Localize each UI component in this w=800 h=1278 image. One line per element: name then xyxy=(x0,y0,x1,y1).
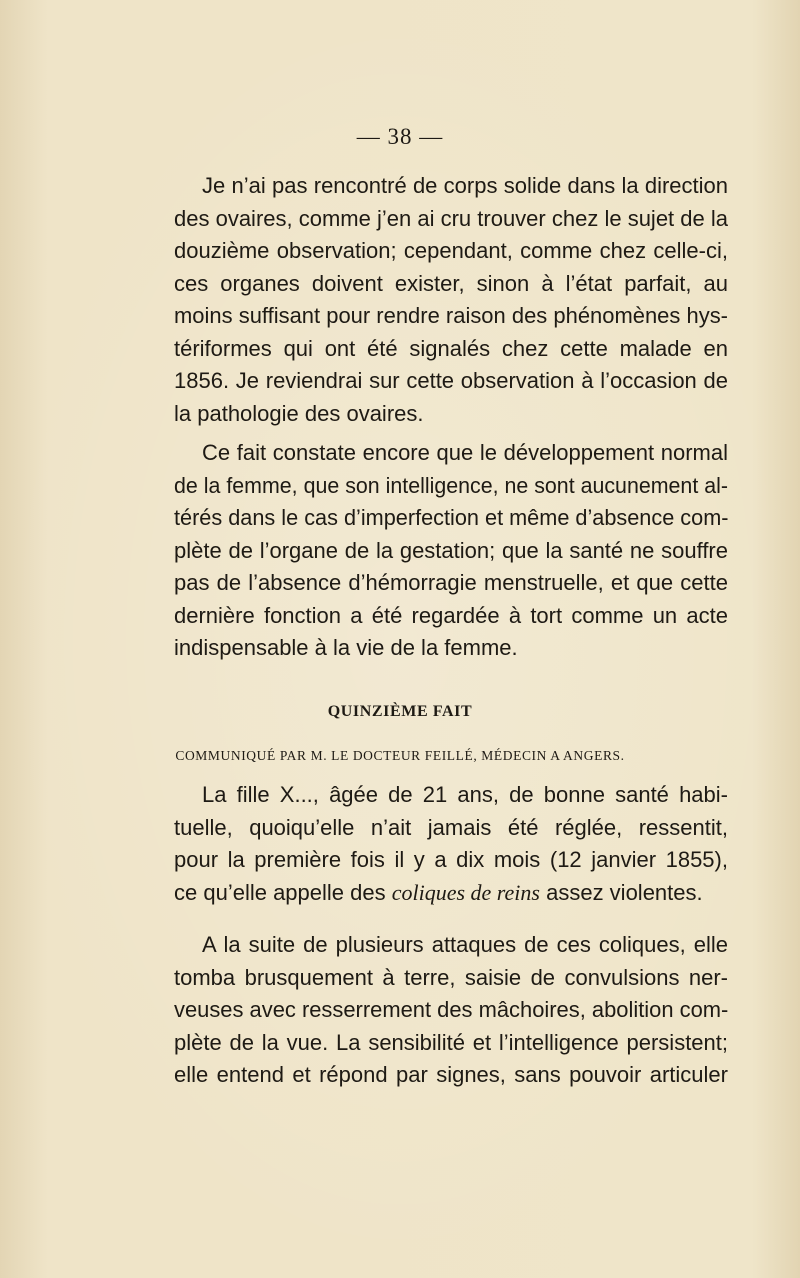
paragraph-2 xyxy=(174,437,728,665)
paragraph-1 xyxy=(174,170,728,430)
section-subheading: COMMUNIQUÉ PAR M. LE DOCTEUR FEILLÉ, MÉDECIN A ANGERS. xyxy=(175,748,625,763)
text-line: ces organes doivent exister, sinon à l’état parfait, au xyxy=(174,270,728,296)
text-line xyxy=(174,877,728,910)
text-span: ce qu’elle appelle des xyxy=(174,879,392,905)
italic-phrase: coliques de reins xyxy=(391,879,540,905)
text-line: dernière fonction a été regardée à tort comme un acte xyxy=(174,602,728,628)
text-line: veuses avec resserrement des mâchoires, abolition com- xyxy=(174,997,729,1022)
text-span: assez violentes. xyxy=(539,879,703,905)
page-number: — 38 — xyxy=(356,124,444,149)
section-heading: QUINZIÈME FAIT xyxy=(327,703,473,720)
text-line: pas de l’absence d’hémorragie menstruelle, et que cette xyxy=(174,570,728,595)
text-line: Je n’ai pas rencontré de corps solide dans la direction xyxy=(202,173,728,198)
text-line: plète de l’organe de la gestation; que la santé ne souffre xyxy=(174,537,728,563)
text-line: 1856. Je reviendrai sur cette observation à l’occasion de xyxy=(174,368,728,393)
text-line: tuelle, quoiqu’elle n’ait jamais été réglée, ressentit, xyxy=(174,814,728,840)
text-line: elle entend et répond par signes, sans pouvoir articuler xyxy=(174,1062,728,1087)
text-line: pour la première fois il y a dix mois (12 janvier 1855), xyxy=(174,847,728,872)
text-line: tomba brusquement à terre, saisie de convulsions ner- xyxy=(174,964,728,990)
text-line: Ce fait constate encore que le développement normal xyxy=(202,440,728,465)
text-line: plète de la vue. La sensibilité et l’intelligence persistent; xyxy=(174,1029,728,1055)
text-line: moins suffisant pour rendre raison des phénomènes hys- xyxy=(174,303,729,328)
text-line: La fille X..., âgée de 21 ans, de bonne santé habi- xyxy=(202,782,728,807)
text-line: la pathologie des ovaires. xyxy=(174,400,424,426)
text-line: de la femme, que son intelligence, ne sont aucunement al- xyxy=(174,472,728,498)
paragraph-4 xyxy=(174,929,728,1092)
text-line: A la suite de plusieurs attaques de ces coliques, elle xyxy=(202,932,728,957)
text-line: douzième observation; cependant, comme chez celle-ci, xyxy=(174,238,728,263)
text-line: térés dans le cas d’imperfection et même d’absence com- xyxy=(174,505,729,530)
paragraph-3 xyxy=(174,779,728,909)
text-line: indispensable à la vie de la femme. xyxy=(174,635,518,660)
text-line: tériformes qui ont été signalés chez cette malade en xyxy=(174,335,728,361)
text-line: des ovaires, comme j’en ai cru trouver chez le sujet de la xyxy=(174,205,728,231)
